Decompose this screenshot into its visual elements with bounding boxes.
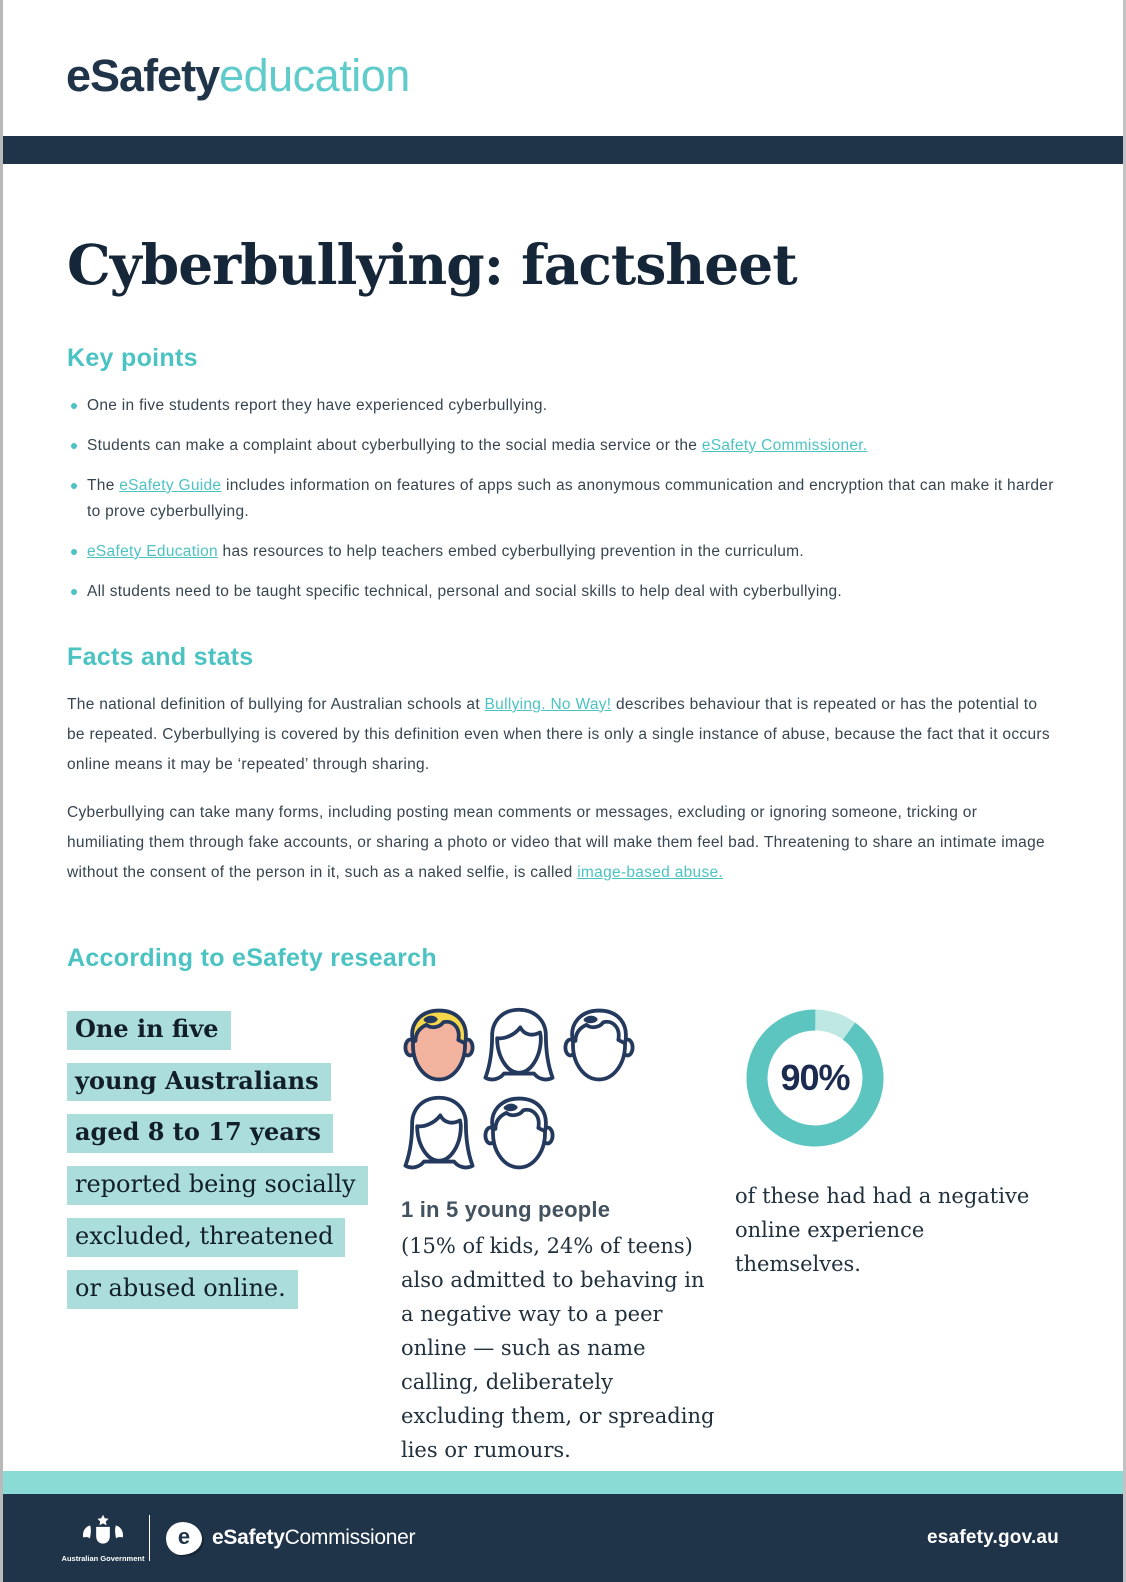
bullet-text: includes information on features of apps such as anonymous communication and encryption that can make it harder to prove cyberbullying.: [87, 476, 1054, 520]
highlight-line: excluded, threatened: [67, 1218, 345, 1257]
page-footer: [3, 1471, 1123, 1582]
brand-esafety: eSafety: [66, 50, 220, 101]
facts-paragraph-2: [67, 798, 1059, 888]
list-item: [67, 579, 1059, 605]
one-in-five-body: (15% of kids, 24% of teens) also admitted to behaving in a negative way to a peer online — such as name calling, deliberately excluding them, or spreading lies or rumours.: [401, 1233, 715, 1462]
boy-face-icon: [481, 1091, 557, 1175]
brand-header: [3, 0, 1123, 136]
research-infographic: [67, 1003, 1059, 1533]
list-item: [67, 433, 1059, 459]
paragraph-text: The national definition of bullying for Australian schools at: [67, 695, 480, 713]
ninety-percent-column: [735, 1003, 1045, 1281]
brand-education: education: [219, 50, 410, 101]
footer-teal-bar: [3, 1471, 1123, 1494]
bullet-text: has resources to help teachers embed cyberbullying prevention in the curriculum.: [222, 542, 804, 560]
bullet-text: All students need to be taught specific technical, personal and social skills to help deal with cyberbullying.: [87, 582, 843, 600]
highlighted-statistic: [67, 1011, 387, 1322]
facts-stats-heading: Facts and stats: [67, 642, 254, 671]
girl-face-icon: [401, 1091, 477, 1175]
bullet-text: Students can make a complaint about cyberbullying to the social media service or the: [87, 436, 698, 454]
facts-paragraph-1: [67, 690, 1059, 780]
key-points-list: [67, 393, 1059, 605]
footer-website: esafety.gov.au: [927, 1527, 1059, 1548]
highlight-line: young Australians: [67, 1063, 331, 1102]
content: [3, 232, 1123, 1533]
list-item: [67, 473, 1059, 525]
one-in-five-column: [401, 1003, 721, 1467]
government-label: Australian Government: [61, 1553, 145, 1563]
footer-divider: [149, 1515, 150, 1561]
header-divider-bar: [3, 136, 1123, 164]
donut-center-value: 90%: [780, 1056, 850, 1098]
esafety-e-icon: e: [166, 1522, 202, 1555]
esafety-commissioner-link[interactable]: eSafety Commissioner.: [701, 436, 868, 454]
boy-face-icon: [561, 1003, 637, 1087]
highlight-line: or abused online.: [67, 1270, 298, 1309]
coat-of-arms-icon: [80, 1514, 126, 1552]
highlight-line: One in five: [67, 1011, 231, 1050]
highlight-line: aged 8 to 17 years: [67, 1114, 333, 1153]
bullet-text: The: [87, 476, 115, 494]
image-based-abuse-link[interactable]: image-based abuse.: [577, 863, 724, 881]
list-item: [67, 393, 1059, 419]
donut-chart: [740, 1003, 890, 1153]
paragraph-text: describes behaviour that is repeated or has the potential to be repeated. Cyberbullying is covered by this definition even when there is only a single instance of abuse, because the fact that it occurs online means it may be ‘repeated’ through sharing.: [67, 695, 1050, 773]
esafety-logo-bold: eSafety: [212, 1526, 285, 1549]
highlight-line: reported being socially: [67, 1166, 368, 1205]
research-heading: According to eSafety research: [67, 943, 437, 972]
five-faces-icons: [401, 1003, 651, 1175]
boy-face-highlighted-icon: [401, 1003, 477, 1087]
bullying-no-way-link[interactable]: Bullying. No Way!: [484, 695, 612, 713]
girl-face-icon: [481, 1003, 557, 1087]
esafety-guide-link[interactable]: eSafety Guide: [119, 476, 222, 494]
paragraph-text: Cyberbullying can take many forms, including posting mean comments or messages, excluding or ignoring someone, tricking or humiliating them through fake accounts, or sharing a photo or video that will make them feel bad. Threatening to share an intimate image without the consent of the person in it, such as a naked selfie, is called: [67, 803, 1045, 881]
australian-government-logo: [61, 1514, 145, 1563]
ninety-percent-body: of these had had a negative online experience themselves.: [735, 1183, 1030, 1276]
one-in-five-heading: 1 in 5 young people: [401, 1196, 611, 1222]
footer-navy-bar: [3, 1494, 1123, 1582]
esafety-commissioner-logo: [166, 1522, 415, 1555]
page-title: Cyberbullying: factsheet: [67, 232, 797, 297]
esafety-logo-regular: Commissioner: [284, 1526, 416, 1549]
key-points-heading: Key points: [67, 343, 198, 372]
list-item: [67, 539, 1059, 565]
bullet-text: One in five students report they have experienced cyberbullying.: [87, 396, 548, 414]
esafety-education-link[interactable]: eSafety Education: [87, 542, 218, 560]
